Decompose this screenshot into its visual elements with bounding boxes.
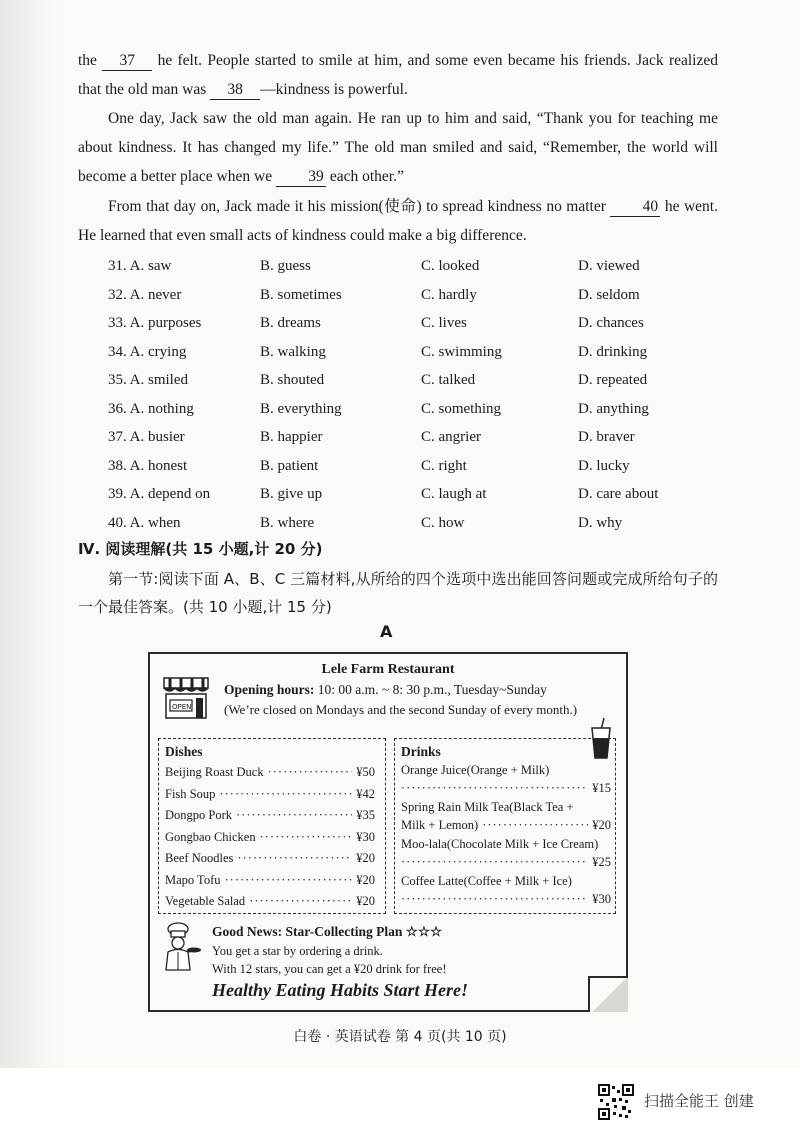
option-d: D. chances bbox=[578, 315, 644, 331]
chef-icon bbox=[158, 922, 202, 974]
restaurant-name: Lele Farm Restaurant bbox=[321, 662, 455, 677]
section-title: Ⅳ. 阅读理解(共 15 小题,计 20 分) bbox=[78, 540, 323, 558]
option-b: B. give up bbox=[260, 486, 323, 502]
dish-price: ¥42 bbox=[356, 786, 375, 801]
hours-label: Opening hours: bbox=[224, 682, 315, 697]
drink-price-row bbox=[401, 781, 611, 796]
dish-price: ¥50 bbox=[356, 765, 375, 779]
question-33 bbox=[108, 309, 728, 338]
drinks-menu bbox=[394, 738, 616, 914]
closed-days: (We’re closed on Mondays and the second Sunday of every month.) bbox=[224, 702, 578, 717]
option-b: B. where bbox=[260, 514, 315, 531]
open-sign-text: OPEN bbox=[172, 703, 192, 711]
drink-name: Orange Juice(Orange + Milk) bbox=[401, 763, 550, 777]
question-37 bbox=[108, 423, 728, 452]
storefront-icon bbox=[160, 676, 212, 720]
answer-options bbox=[108, 252, 728, 537]
option-c: C. hardly bbox=[421, 286, 477, 303]
option-a: 37. A. busier bbox=[108, 429, 185, 445]
question-38 bbox=[108, 452, 728, 481]
option-a: 34. A. crying bbox=[108, 343, 187, 360]
dish-price: ¥35 bbox=[356, 808, 375, 822]
dish-price: ¥20 bbox=[356, 851, 375, 865]
option-a: 31. A. saw bbox=[108, 258, 172, 274]
passage-text: One day, Jack saw the old man again. He ran up to him and said, “Thank you for teaching me about kindness. It has changed my life.” The old man smiled and said, “Remember, the world will become a better place when we bbox=[78, 110, 718, 185]
option-a: 36. A. nothing bbox=[108, 400, 194, 417]
dish-row bbox=[165, 894, 375, 909]
drink-price: ¥15 bbox=[592, 781, 611, 795]
option-d: D. care about bbox=[578, 486, 659, 502]
drink-price-row bbox=[401, 855, 611, 870]
option-a: 39. A. depend on bbox=[108, 486, 211, 502]
option-c: C. angrier bbox=[421, 429, 481, 445]
dish-name: Dongpo Pork bbox=[165, 808, 233, 822]
option-d: D. anything bbox=[578, 400, 649, 417]
question-40 bbox=[108, 509, 728, 538]
dish-price: ¥20 bbox=[356, 894, 375, 908]
option-c: C. lives bbox=[421, 315, 467, 331]
star-plan-reward: With 12 stars, you can get a ¥20 drink for free! bbox=[212, 962, 447, 976]
slogan: Healthy Eating Habits Start Here! bbox=[212, 980, 469, 1000]
passage-label: A bbox=[380, 622, 393, 641]
question-36 bbox=[108, 395, 728, 424]
dish-price: ¥20 bbox=[356, 872, 375, 887]
passage-text: each other.” bbox=[329, 168, 404, 185]
option-d: D. lucky bbox=[578, 457, 630, 474]
opening-hours bbox=[224, 682, 547, 698]
drink-price: ¥30 bbox=[592, 892, 611, 906]
scanner-watermark: 扫描全能王 创建 bbox=[644, 1092, 754, 1110]
option-b: B. everything bbox=[260, 400, 342, 417]
dish-row bbox=[165, 830, 375, 845]
question-39 bbox=[108, 480, 728, 509]
passage-paragraph-1 bbox=[78, 46, 718, 104]
question-35 bbox=[108, 366, 728, 395]
drink-name-cont: Milk + Lemon) bbox=[401, 818, 479, 832]
dish-row bbox=[165, 851, 375, 866]
scan-shadow bbox=[0, 0, 60, 1132]
drink-price: ¥25 bbox=[592, 855, 611, 869]
hours-value: 10: 00 a.m. ~ 8: 30 p.m., Tuesday~Sunday bbox=[317, 682, 547, 697]
drink-name: Moo-lala(Chocolate Milk + Ice Cream) bbox=[401, 837, 599, 851]
option-b: B. walking bbox=[260, 343, 326, 360]
restaurant-ad bbox=[148, 652, 628, 1012]
dish-name: Beijing Roast Duck bbox=[165, 765, 264, 779]
passage-text: the bbox=[78, 52, 97, 69]
dish-name: Mapo Tofu bbox=[165, 872, 221, 887]
passage-text: —kindness is powerful. bbox=[260, 81, 408, 98]
dish-name: Vegetable Salad bbox=[165, 894, 246, 908]
question-34 bbox=[108, 338, 728, 367]
option-d: D. braver bbox=[578, 429, 635, 445]
dish-name: Gongbao Chicken bbox=[165, 829, 256, 844]
option-c: C. right bbox=[421, 457, 467, 474]
blank-38: 38 bbox=[210, 81, 260, 100]
blank-37: 37 bbox=[102, 52, 152, 71]
dishes-title: Dishes bbox=[165, 744, 203, 759]
blank-40: 40 bbox=[610, 198, 660, 217]
page-curl bbox=[588, 976, 628, 1012]
passage-text: he went. He learned that even small acts of kindness could make a big difference. bbox=[78, 198, 718, 244]
option-b: B. patient bbox=[260, 457, 319, 474]
option-d: D. why bbox=[578, 514, 623, 531]
passage-text: he felt. People started to smile at him, and some even became his friends. Jack realized that the old man was bbox=[78, 52, 718, 98]
option-c: C. talked bbox=[421, 372, 476, 388]
option-b: B. shouted bbox=[260, 372, 325, 388]
option-d: D. repeated bbox=[578, 372, 648, 388]
option-b: B. dreams bbox=[260, 315, 321, 331]
section-instructions: 第一节:阅读下面 A、B、C 三篇材料,从所给的四个选项中选出能回答问题或完成所给句子的一个最佳答案。(共 10 小题,计 15 分) bbox=[78, 570, 718, 616]
dish-row bbox=[165, 808, 375, 823]
dish-row bbox=[165, 765, 375, 780]
option-c: C. swimming bbox=[421, 343, 502, 360]
option-a: 33. A. purposes bbox=[108, 315, 202, 331]
drink-price-row bbox=[401, 892, 611, 907]
star-plan-rule: You get a star by ordering a drink. bbox=[212, 944, 383, 958]
star-plan-title: Good News: Star-Collecting Plan ☆☆☆ bbox=[212, 924, 443, 939]
drink-name: Spring Rain Milk Tea(Black Tea + bbox=[401, 800, 574, 814]
dish-price: ¥30 bbox=[356, 829, 375, 844]
option-b: B. guess bbox=[260, 258, 311, 274]
question-32 bbox=[108, 281, 728, 310]
blank-39: 39 bbox=[276, 168, 326, 187]
option-a: 40. A. when bbox=[108, 514, 181, 531]
option-c: C. looked bbox=[421, 258, 480, 274]
option-d: D. drinking bbox=[578, 343, 648, 360]
drink-price-row bbox=[401, 818, 611, 833]
page-footer: 白卷 · 英语试卷 第 4 页(共 10 页) bbox=[293, 1029, 507, 1045]
option-c: C. laugh at bbox=[421, 486, 487, 502]
passage-paragraph-2 bbox=[78, 104, 718, 191]
option-c: C. how bbox=[421, 514, 465, 531]
option-c: C. something bbox=[421, 400, 502, 417]
qr-code-icon bbox=[598, 1084, 634, 1120]
option-a: 38. A. honest bbox=[108, 457, 188, 474]
drink-price: ¥20 bbox=[592, 818, 611, 832]
option-b: B. happier bbox=[260, 429, 323, 445]
option-a: 35. A. smiled bbox=[108, 372, 189, 388]
option-d: D. seldom bbox=[578, 286, 640, 303]
option-d: D. viewed bbox=[578, 258, 640, 274]
question-31 bbox=[108, 252, 728, 281]
drink-name: Coffee Latte(Coffee + Milk + Ice) bbox=[401, 874, 572, 888]
dish-row bbox=[165, 787, 375, 802]
drinks-title: Drinks bbox=[401, 744, 441, 759]
passage-paragraph-3 bbox=[78, 192, 718, 250]
dish-name: Fish Soup bbox=[165, 786, 216, 801]
option-b: B. sometimes bbox=[260, 286, 342, 303]
dishes-menu bbox=[158, 738, 386, 914]
passage-text: From that day on, Jack made it his mission(使命) to spread kindness no matter bbox=[108, 198, 606, 215]
dish-name: Beef Noodles bbox=[165, 851, 234, 865]
option-a: 32. A. never bbox=[108, 286, 182, 303]
dish-row bbox=[165, 873, 375, 888]
